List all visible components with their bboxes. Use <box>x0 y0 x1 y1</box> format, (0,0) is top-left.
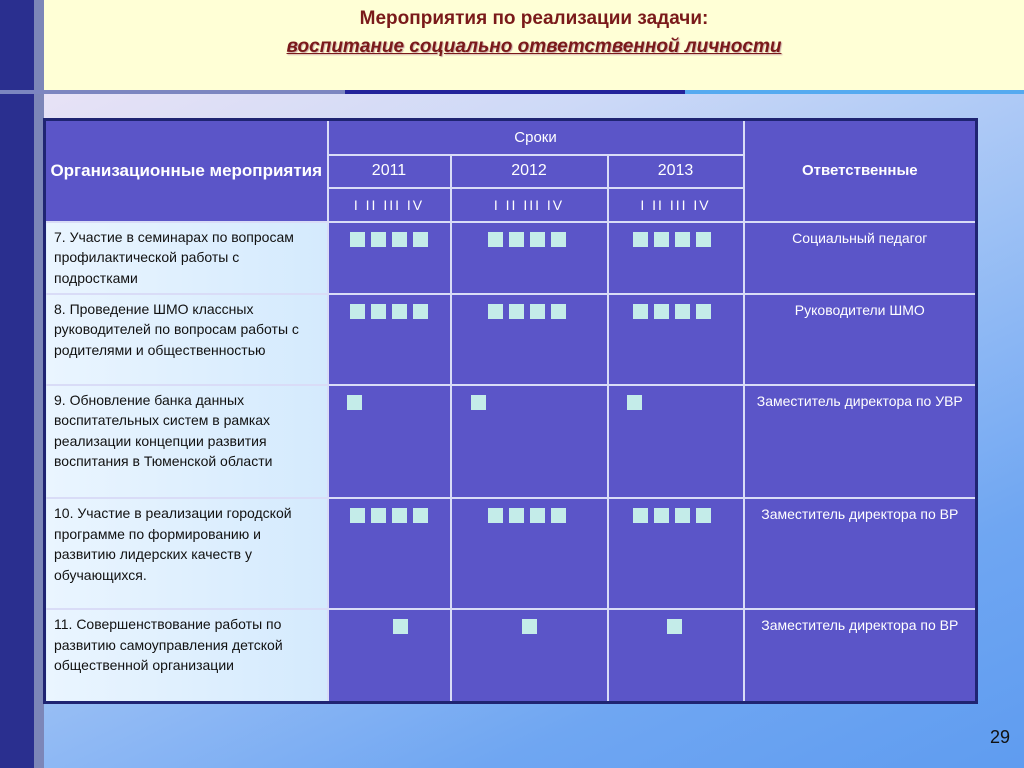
quarter-markers <box>350 508 434 523</box>
quarter-marker <box>675 232 690 247</box>
quarter-marker <box>413 304 428 319</box>
schedule-cell-2011 <box>328 609 451 702</box>
responsible-cell: Социальный педагог <box>744 222 977 294</box>
table-row <box>45 294 977 385</box>
header-divider-middle <box>345 90 685 94</box>
quarter-marker <box>654 508 669 523</box>
quarter-markers <box>627 395 648 410</box>
table-row <box>45 222 977 294</box>
header-terms: Сроки <box>328 120 744 155</box>
quarter-markers <box>667 619 688 634</box>
quarter-markers <box>347 395 368 410</box>
quarter-markers <box>633 304 717 319</box>
quarter-marker <box>413 232 428 247</box>
activity-cell: 10. Участие в реализации городской программе по формированию и развитию лидерских качеств у обучающихся. <box>45 498 328 609</box>
schedule-cell-2012 <box>451 222 608 294</box>
header-responsible: Ответственные <box>744 120 977 222</box>
table-body <box>45 222 977 703</box>
quarter-marker <box>530 304 545 319</box>
quarter-marker <box>350 508 365 523</box>
quarter-markers <box>393 619 414 634</box>
quarter-marker <box>654 232 669 247</box>
quarter-marker <box>530 508 545 523</box>
schedule-cell-2013 <box>608 609 744 702</box>
quarter-marker <box>654 304 669 319</box>
quarter-markers <box>522 619 543 634</box>
responsible-cell: Заместитель директора по ВР <box>744 498 977 609</box>
schedule-cell-2013 <box>608 498 744 609</box>
quarter-marker <box>551 508 566 523</box>
schedule-cell-2013 <box>608 294 744 385</box>
responsible-cell: Руководители ШМО <box>744 294 977 385</box>
quarter-marker <box>471 395 486 410</box>
quarter-markers <box>488 508 572 523</box>
quarter-marker <box>696 508 711 523</box>
schedule-cell-2012 <box>451 294 608 385</box>
schedule-cell-2013 <box>608 385 744 498</box>
header-year-2011: 2011 <box>328 155 451 188</box>
slide-title: Мероприятия по реализации задачи: <box>359 8 709 29</box>
quarter-marker <box>393 619 408 634</box>
quarter-marker <box>633 304 648 319</box>
table-row <box>45 498 977 609</box>
quarter-marker <box>350 304 365 319</box>
page-number: 29 <box>989 727 1010 747</box>
schedule-cell-2011 <box>328 498 451 609</box>
header-quarters: I II III IV <box>328 188 451 222</box>
quarter-marker <box>350 232 365 247</box>
header-year-2012: 2012 <box>451 155 608 188</box>
schedule-cell-2011 <box>328 385 451 498</box>
quarter-marker <box>392 508 407 523</box>
activity-cell: 11. Совершенствование работы по развитию самоуправления детской общественной организации <box>45 609 328 702</box>
quarter-marker <box>371 232 386 247</box>
quarter-marker <box>675 304 690 319</box>
schedule-cell-2012 <box>451 385 608 498</box>
quarter-marker <box>551 232 566 247</box>
quarter-marker <box>675 508 690 523</box>
quarter-marker <box>633 232 648 247</box>
quarter-marker <box>347 395 362 410</box>
quarter-marker <box>509 232 524 247</box>
quarter-marker <box>488 304 503 319</box>
quarter-marker <box>633 508 648 523</box>
activity-cell: 7. Участие в семинарах по вопросам профилактической работы с подростками <box>45 222 328 294</box>
left-decor-bar <box>0 0 34 768</box>
quarter-markers <box>633 508 717 523</box>
schedule-cell-2012 <box>451 609 608 702</box>
quarter-marker <box>488 508 503 523</box>
schedule-cell-2011 <box>328 294 451 385</box>
quarter-marker <box>392 304 407 319</box>
header-quarters: I II III IV <box>451 188 608 222</box>
quarter-marker <box>509 508 524 523</box>
quarter-marker <box>522 619 537 634</box>
responsible-cell: Заместитель директора по УВР <box>744 385 977 498</box>
header-divider-right <box>685 90 1024 94</box>
quarter-markers <box>350 232 434 247</box>
table-row <box>45 385 977 498</box>
quarter-marker <box>488 232 503 247</box>
activity-plan-table <box>43 118 978 704</box>
quarter-marker <box>627 395 642 410</box>
header-year-2013: 2013 <box>608 155 744 188</box>
responsible-cell: Заместитель директора по ВР <box>744 609 977 702</box>
schedule-cell-2013 <box>608 222 744 294</box>
activity-cell: 9. Обновление банка данных воспитательных систем в рамках реализации концепции развития воспитания в Тюменской области <box>45 385 328 498</box>
header-quarters: I II III IV <box>608 188 744 222</box>
quarter-markers <box>633 232 717 247</box>
quarter-marker <box>696 232 711 247</box>
activity-cell: 8. Проведение ШМО классных руководителей по вопросам работы с родителями и общественностью <box>45 294 328 385</box>
header-divider-left <box>0 90 345 94</box>
quarter-markers <box>350 304 434 319</box>
quarter-marker <box>413 508 428 523</box>
quarter-marker <box>696 304 711 319</box>
quarter-marker <box>551 304 566 319</box>
table-row <box>45 609 977 702</box>
quarter-markers <box>488 304 572 319</box>
quarter-marker <box>667 619 682 634</box>
schedule-cell-2011 <box>328 222 451 294</box>
quarter-markers <box>488 232 572 247</box>
quarter-marker <box>371 304 386 319</box>
quarter-marker <box>392 232 407 247</box>
quarter-markers <box>471 395 492 410</box>
quarter-marker <box>530 232 545 247</box>
header-activities: Организационные мероприятия <box>45 120 328 222</box>
quarter-marker <box>509 304 524 319</box>
slide-subtitle: воспитание социально ответственной личности <box>286 36 782 57</box>
schedule-cell-2012 <box>451 498 608 609</box>
quarter-marker <box>371 508 386 523</box>
